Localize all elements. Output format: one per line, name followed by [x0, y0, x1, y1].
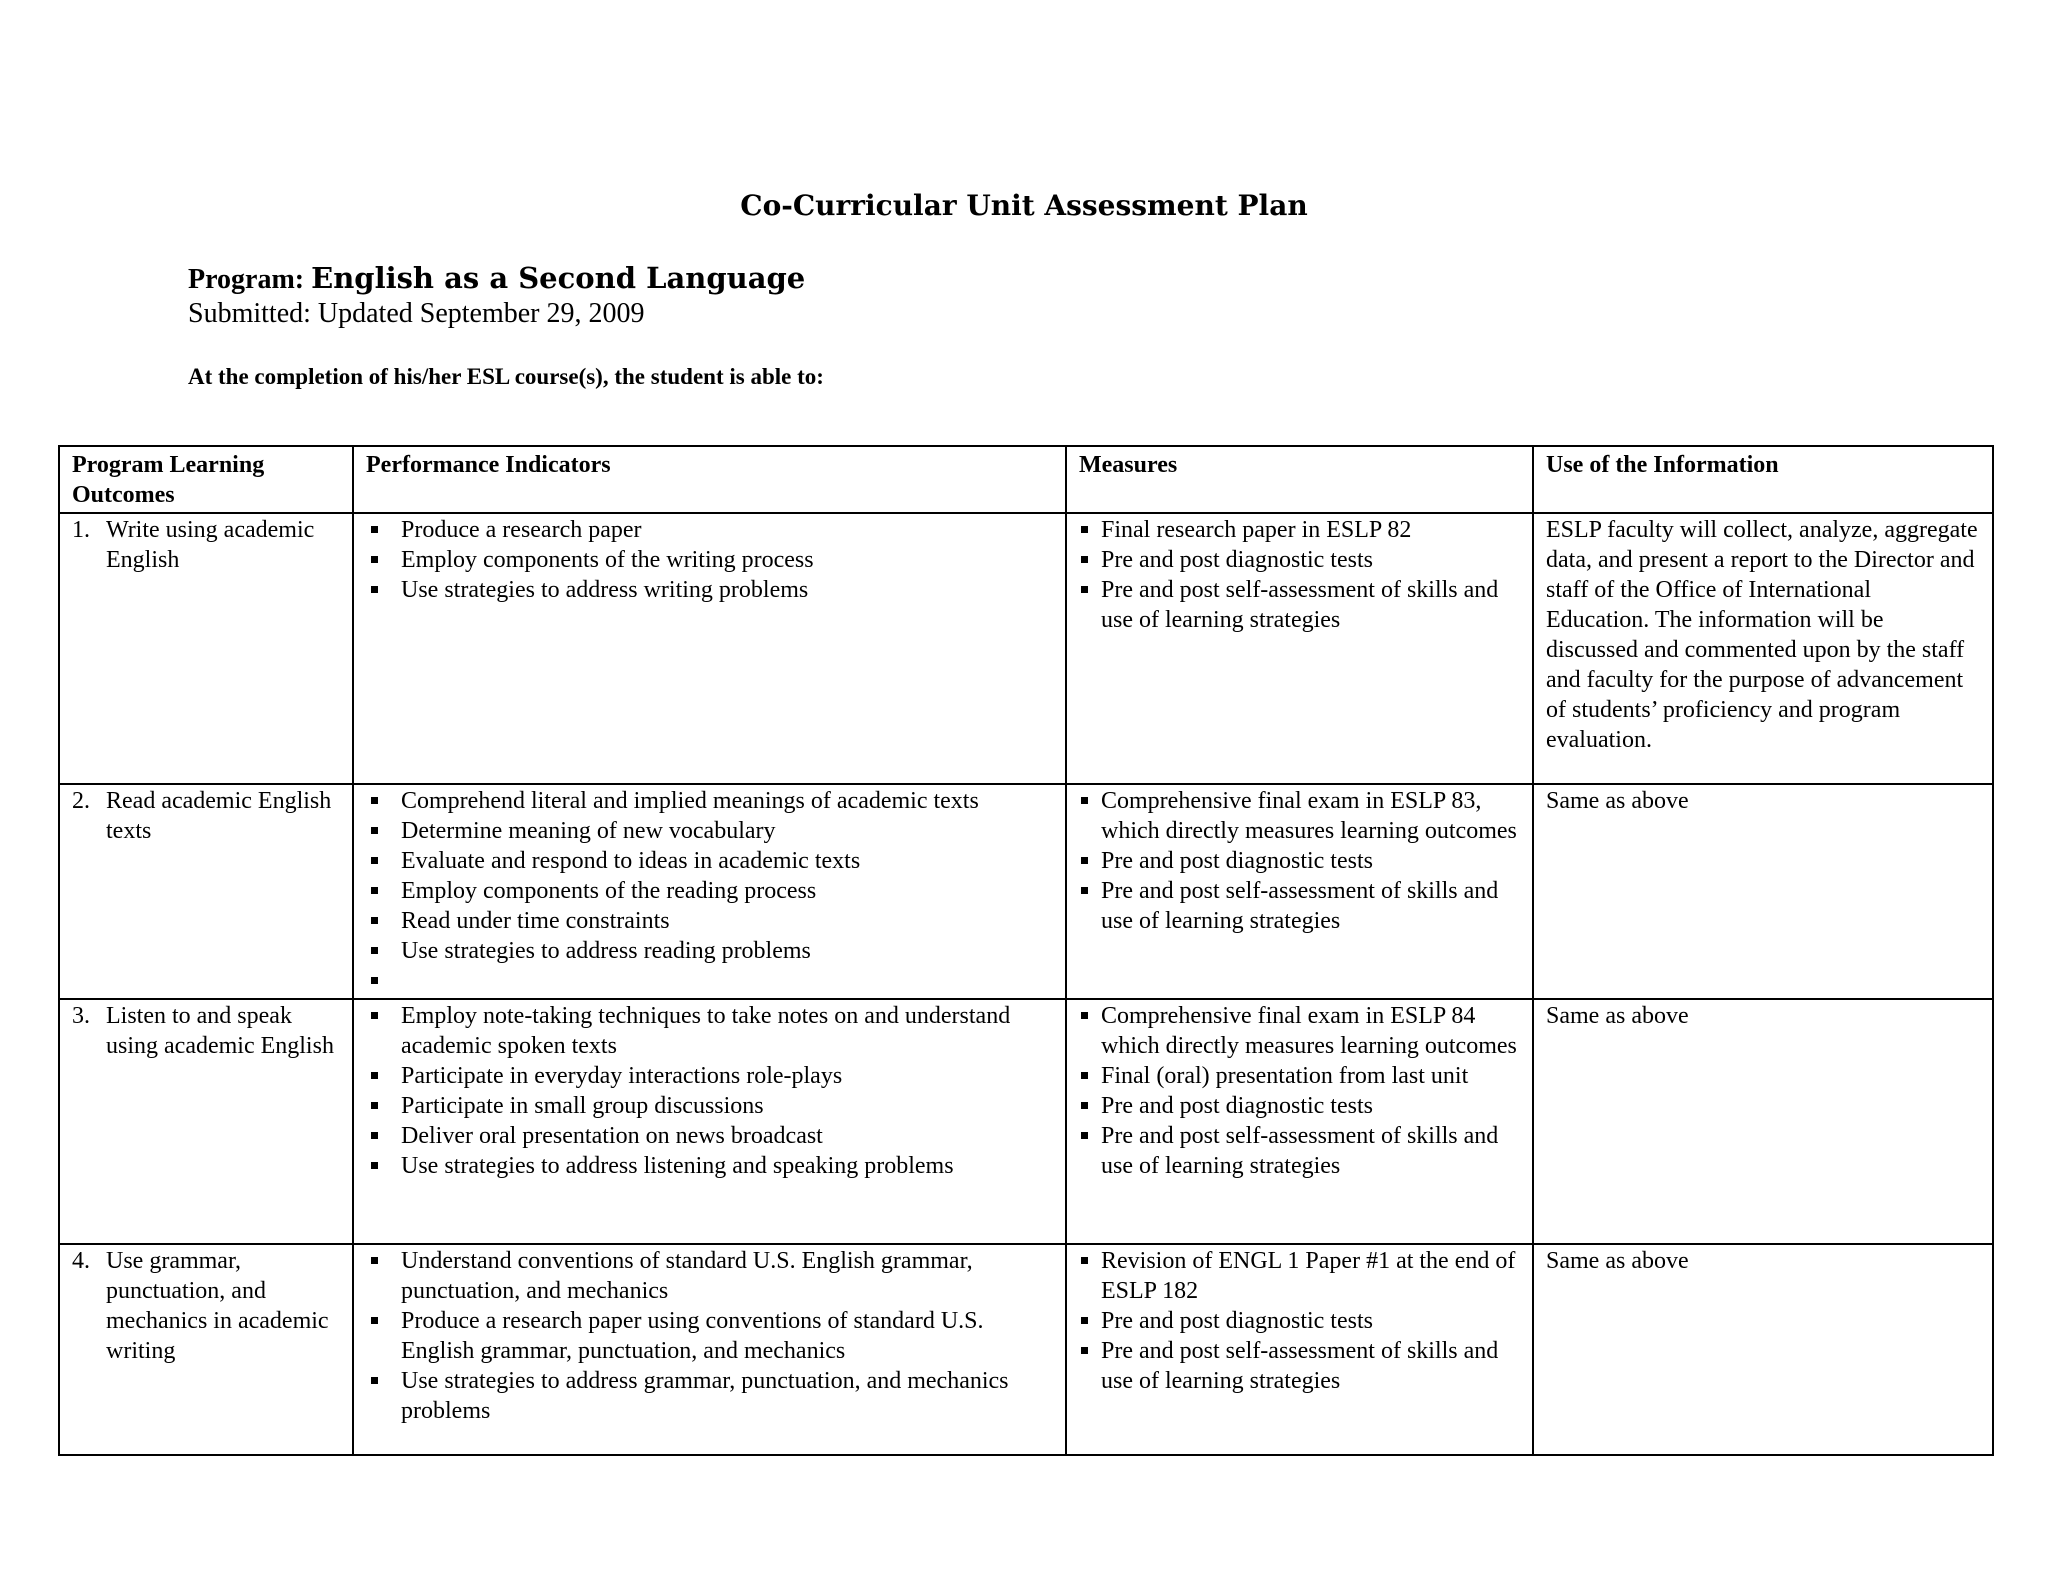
measure-text: Comprehensive final exam in ESLP 84 which directly measures learning outcomes — [1101, 1003, 1517, 1059]
header-use: Use of the Information — [1533, 446, 1993, 513]
list-item — [1079, 1001, 1520, 1061]
list-item — [366, 846, 1053, 876]
program-label: Program: — [188, 264, 305, 295]
outcome-text: Listen to and speak using academic English — [106, 1003, 334, 1059]
list-item — [366, 1001, 1053, 1061]
list-item — [1079, 846, 1520, 876]
list-item — [366, 575, 1053, 605]
list-item — [366, 1306, 1053, 1366]
table-row — [59, 1244, 1993, 1455]
list-item — [1079, 1306, 1520, 1336]
square-bullet-icon — [1081, 1257, 1088, 1264]
measures-cell — [1066, 1244, 1533, 1455]
square-bullet-icon — [1081, 526, 1088, 533]
measure-text: Pre and post diagnostic tests — [1101, 848, 1373, 874]
square-bullet-icon — [371, 586, 378, 593]
measure-text: Pre and post diagnostic tests — [1101, 547, 1373, 573]
indicator-text: Use strategies to address writing problems — [401, 577, 809, 603]
indicator-text: Use strategies to address grammar, punctuation, and mechanics problems — [401, 1368, 1009, 1424]
indicator-text: Use strategies to address listening and speaking problems — [401, 1153, 954, 1179]
list-item — [1079, 1091, 1520, 1121]
square-bullet-icon — [1081, 1012, 1088, 1019]
outcome-cell — [59, 784, 353, 999]
measure-text: Pre and post self-assessment of skills and use of learning strategies — [1101, 577, 1499, 633]
use-cell: ESLP faculty will collect, analyze, aggregate data, and present a report to the Director and staff of the Office of International Education. The information will be discussed and commented upon by the staff and faculty for the purpose of advancement of students’ proficiency and program evaluation. — [1533, 513, 1993, 784]
list-item — [366, 1091, 1053, 1121]
assessment-plan-table — [58, 445, 1994, 1456]
square-bullet-icon — [1081, 887, 1088, 894]
indicator-text: Comprehend literal and implied meanings of academic texts — [401, 788, 979, 814]
list-item — [366, 816, 1053, 846]
square-bullet-icon — [1081, 1347, 1088, 1354]
indicator-text: Participate in everyday interactions role-plays — [401, 1063, 843, 1089]
header-indicators: Performance Indicators — [353, 446, 1066, 513]
list-item — [366, 876, 1053, 906]
list-item — [366, 906, 1053, 936]
use-cell: Same as above — [1533, 1244, 1993, 1455]
measure-text: Comprehensive final exam in ESLP 83, which directly measures learning outcomes — [1101, 788, 1517, 844]
list-item — [366, 1061, 1053, 1091]
indicator-text: Deliver oral presentation on news broadcast — [401, 1123, 823, 1149]
list-item — [366, 786, 1053, 816]
outcome-text: Read academic English texts — [106, 788, 332, 844]
indicators-cell — [353, 999, 1066, 1244]
square-bullet-icon — [1081, 797, 1088, 804]
square-bullet-icon — [1081, 1317, 1088, 1324]
indicator-text: Produce a research paper using conventions of standard U.S. English grammar, punctuation, and mechanics — [401, 1308, 984, 1364]
list-item — [1079, 545, 1520, 575]
indicator-text: Determine meaning of new vocabulary — [401, 818, 776, 844]
square-bullet-icon — [371, 1132, 378, 1139]
list-item — [1079, 515, 1520, 545]
square-bullet-icon — [1081, 1132, 1088, 1139]
indicator-text: Use strategies to address reading problems — [401, 938, 811, 964]
outcome-number: 3. — [72, 1003, 90, 1029]
measure-text: Pre and post diagnostic tests — [1101, 1093, 1373, 1119]
outcome-number: 4. — [72, 1248, 90, 1274]
outcome-text: Write using academic English — [106, 517, 315, 573]
indicator-text: Produce a research paper — [401, 517, 642, 543]
square-bullet-icon — [371, 526, 378, 533]
square-bullet-icon — [371, 977, 378, 984]
list-item — [1079, 876, 1520, 936]
document-title: Co-Curricular Unit Assessment Plan — [740, 189, 1308, 222]
list-item — [366, 1151, 1053, 1181]
measures-cell — [1066, 784, 1533, 999]
measure-text: Final research paper in ESLP 82 — [1101, 517, 1412, 543]
measure-text: Final (oral) presentation from last unit — [1101, 1063, 1469, 1089]
outcome-text: Use grammar, punctuation, and mechanics in academic writing — [106, 1248, 329, 1364]
square-bullet-icon — [371, 1317, 378, 1324]
square-bullet-icon — [371, 857, 378, 864]
outcome-number: 1. — [72, 517, 90, 543]
outcome-cell — [59, 1244, 353, 1455]
list-item — [366, 515, 1053, 545]
header-measures: Measures — [1066, 446, 1533, 513]
measures-cell — [1066, 999, 1533, 1244]
list-item — [1079, 1246, 1520, 1306]
table-header-row — [59, 446, 1993, 513]
program-line — [188, 258, 805, 300]
indicator-text: Understand conventions of standard U.S. English grammar, punctuation, and mechanics — [401, 1248, 973, 1304]
indicator-text: Evaluate and respond to ideas in academic texts — [401, 848, 861, 874]
outcome-number: 2. — [72, 788, 90, 814]
list-item — [366, 966, 1053, 996]
intro-statement: At the completion of his/her ESL course(s), the student is able to: — [188, 364, 824, 389]
table-row — [59, 513, 1993, 784]
table-row — [59, 784, 1993, 999]
list-item — [366, 545, 1053, 575]
list-item — [1079, 786, 1520, 846]
measures-cell — [1066, 513, 1533, 784]
square-bullet-icon — [371, 556, 378, 563]
square-bullet-icon — [371, 1377, 378, 1384]
list-item — [366, 1366, 1053, 1426]
list-item — [366, 1121, 1053, 1151]
indicator-text: Employ components of the writing process — [401, 547, 814, 573]
measure-text: Pre and post self-assessment of skills and use of learning strategies — [1101, 1338, 1499, 1394]
square-bullet-icon — [371, 1257, 378, 1264]
measure-text: Pre and post diagnostic tests — [1101, 1308, 1373, 1334]
list-item — [1079, 1061, 1520, 1091]
square-bullet-icon — [1081, 586, 1088, 593]
square-bullet-icon — [371, 827, 378, 834]
use-cell: Same as above — [1533, 999, 1993, 1244]
list-item — [1079, 575, 1520, 635]
square-bullet-icon — [371, 797, 378, 804]
indicator-text: Read under time constraints — [401, 908, 670, 934]
square-bullet-icon — [1081, 1102, 1088, 1109]
outcome-cell — [59, 999, 353, 1244]
indicator-text: Employ note-taking techniques to take notes on and understand academic spoken texts — [401, 1003, 1011, 1059]
header-outcomes: Program Learning Outcomes — [59, 446, 353, 513]
outcome-cell — [59, 513, 353, 784]
table-row — [59, 999, 1993, 1244]
submitted-date: Submitted: Updated September 29, 2009 — [188, 298, 645, 329]
list-item — [1079, 1121, 1520, 1181]
square-bullet-icon — [371, 1162, 378, 1169]
list-item — [1079, 1336, 1520, 1396]
indicators-cell — [353, 513, 1066, 784]
indicators-cell — [353, 784, 1066, 999]
indicators-cell — [353, 1244, 1066, 1455]
square-bullet-icon — [1081, 1072, 1088, 1079]
square-bullet-icon — [1081, 556, 1088, 563]
measure-text: Pre and post self-assessment of skills and use of learning strategies — [1101, 878, 1499, 934]
indicator-text: Participate in small group discussions — [401, 1093, 764, 1119]
square-bullet-icon — [371, 947, 378, 954]
use-cell: Same as above — [1533, 784, 1993, 999]
square-bullet-icon — [371, 917, 378, 924]
measure-text: Pre and post self-assessment of skills and use of learning strategies — [1101, 1123, 1499, 1179]
list-item — [366, 1246, 1053, 1306]
square-bullet-icon — [371, 887, 378, 894]
indicator-text: Employ components of the reading process — [401, 878, 817, 904]
program-name: English as a Second Language — [311, 261, 806, 295]
square-bullet-icon — [1081, 857, 1088, 864]
square-bullet-icon — [371, 1012, 378, 1019]
square-bullet-icon — [371, 1102, 378, 1109]
list-item — [366, 936, 1053, 966]
measure-text: Revision of ENGL 1 Paper #1 at the end of ESLP 182 — [1101, 1248, 1516, 1304]
square-bullet-icon — [371, 1072, 378, 1079]
